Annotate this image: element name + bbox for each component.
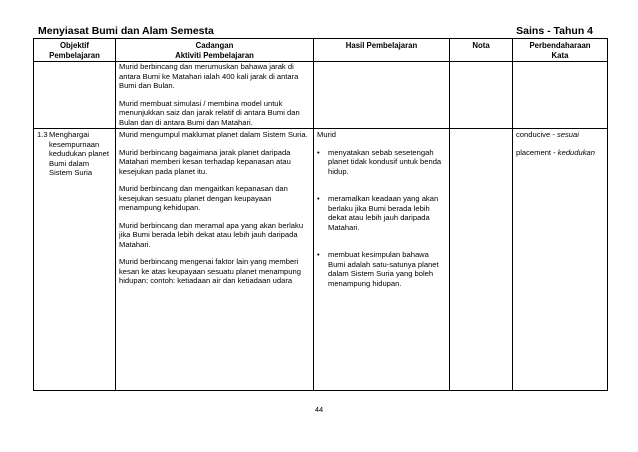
vocabulary-cell (513, 129, 608, 391)
activity-text: Murid berbincang dan merumuskan bahawa jarak di antara Bumi ke Matahari ialah 400 kali jarak di antara Bumi dan Bulan. (119, 62, 299, 90)
activity-text: Murid berbincang dan mengaitkan kepanasan dan kesejukan sesuatu planet dengan keupayaan menampung kehidupan. (119, 184, 288, 212)
col-header-objektif: Objektif Pembelajaran (34, 39, 116, 62)
subject-year: Sains - Tahun 4 (516, 25, 593, 37)
list-item: • membuat kesimpulan bahawa Bumi adalah satu-satunya planet dalam Sistem Suria yang boleh menampung hidupan. (317, 250, 446, 288)
outcome-intro: Murid (317, 130, 336, 139)
table-header-row (34, 39, 608, 62)
objective-cell (34, 129, 116, 391)
activity-text: Murid berbincang mengenai faktor lain yang memberi kesan ke atas keupayaan sesuatu planet menampung hidupan; contoh: ketiadaan air dan ketiadaan udara (119, 257, 301, 285)
objective-cell (34, 62, 116, 129)
col-header-nota: Nota (450, 39, 513, 62)
activity-text: Murid membuat simulasi / membina model untuk menunjukkan saiz dan jarak relatif di antara Bumi dan Bulan dan di antara Bumi dan Matahari. (119, 98, 300, 127)
vocabulary-entry: placement - kedudukan (516, 147, 595, 157)
outcome-list (317, 148, 446, 289)
list-item: • menyatakan sebab sesetengah planet tidak kondusif untuk benda hidup. (317, 148, 446, 177)
document-title: Menyiasat Bumi dan Alam Semesta (38, 25, 214, 37)
table-row (34, 129, 608, 391)
activities-cell (116, 129, 314, 391)
outcome-cell (314, 129, 450, 391)
activity-text: Murid berbincang bagaimana jarak planet daripada Matahari memberi kesan terhadap kepanasan atau kesejukan pada planet itu. (119, 147, 291, 176)
note-cell (450, 62, 513, 129)
vocabulary-cell (513, 62, 608, 129)
col-header-perbendaharaan: Perbendaharaan Kata (513, 39, 608, 62)
objective-number: 1.3 (37, 130, 48, 139)
vocabulary-entry: conducive - sesuai (516, 130, 579, 139)
col-header-hasil: Hasil Pembelajaran (314, 39, 450, 62)
activity-text: Murid berbincang dan meramal apa yang akan berlaku jika Bumi berada lebih dekat atau lebih jauh daripada Matahari. (119, 220, 304, 249)
objective-text: Menghargai kesempurnaan kedudukan planet Bumi dalam Sistem Suria (49, 130, 109, 177)
list-item: • meramalkan keadaan yang akan berlaku jika Bumi berada lebih dekat atau lebih jauh daripada Matahari. (317, 194, 446, 232)
outcome-cell (314, 62, 450, 129)
activities-cell (116, 62, 314, 129)
table-row (34, 62, 608, 129)
page-number: 44 (314, 405, 324, 414)
note-cell (450, 129, 513, 391)
activity-text: Murid mengumpul maklumat planet dalam Sistem Suria. (119, 130, 308, 139)
syllabus-table (33, 38, 608, 391)
col-header-cadangan: Cadangan Aktiviti Pembelajaran (116, 39, 314, 62)
